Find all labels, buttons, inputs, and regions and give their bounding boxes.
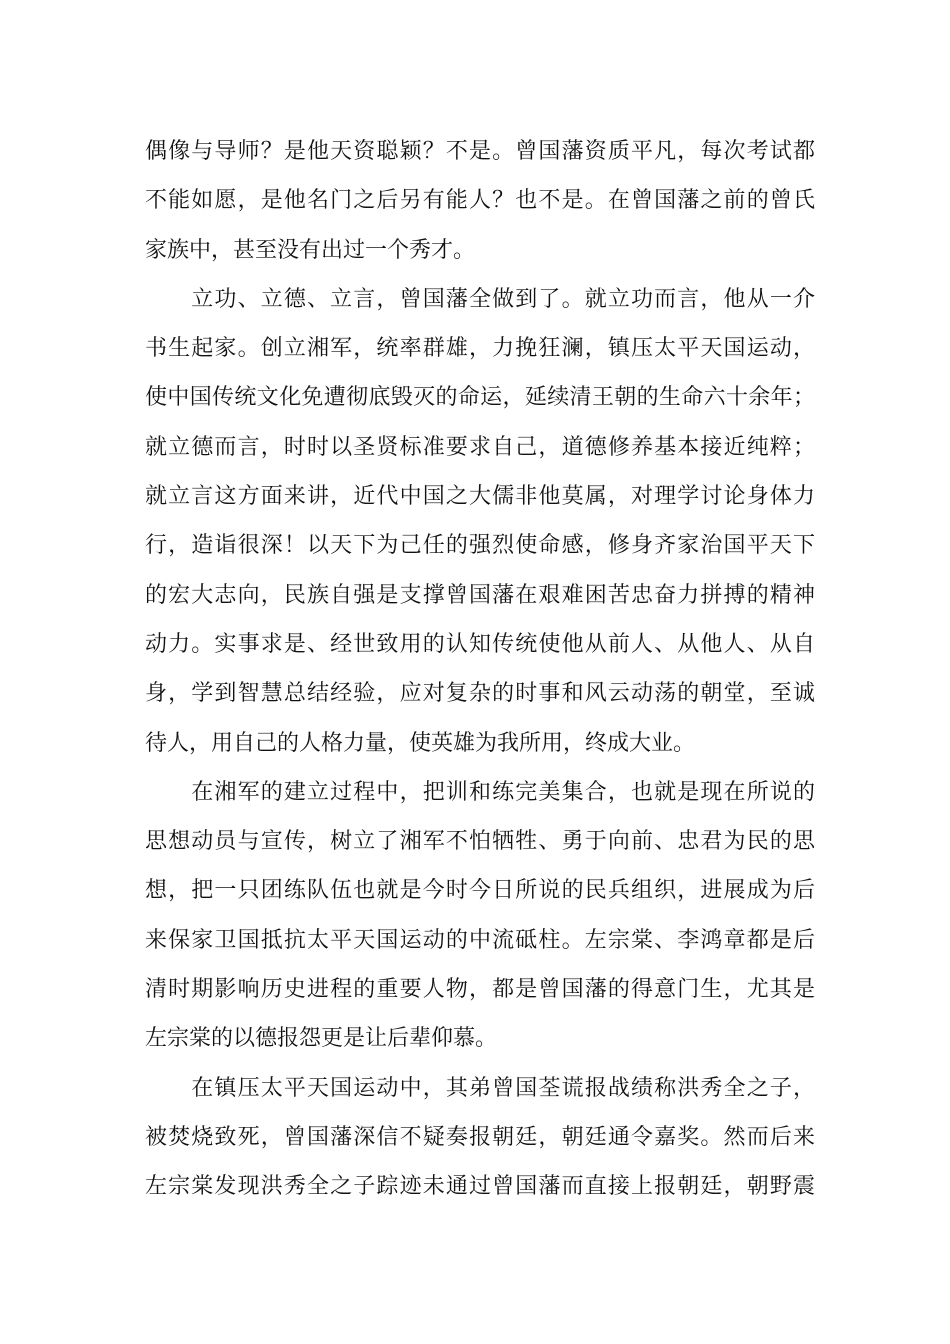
text-line: 来保家卫国抵抗太平天国运动的中流砥柱。左宗棠、李鸿章都是后 xyxy=(145,927,815,953)
text-line: 在湘军的建立过程中，把训和练完美集合，也就是现在所说的 xyxy=(145,779,815,805)
text-line: 想，把一只团练队伍也就是今时今日所说的民兵组织，进展成为后 xyxy=(145,878,815,904)
text-line: 在镇压太平天国运动中，其弟曾国荃谎报战绩称洪秀全之子， xyxy=(145,1075,815,1101)
text-line: 左宗棠的以德报怨更是让后辈仰慕。 xyxy=(145,1026,498,1052)
text-line: 使中国传统文化免遭彻底毁灭的命运，延续清王朝的生命六十余年； xyxy=(145,385,815,411)
text-line: 立功、立德、立言，曾国藩全做到了。就立功而言，他从一介 xyxy=(145,286,815,312)
text-line: 被焚烧致死，曾国藩深信不疑奏报朝廷，朝廷通令嘉奖。然而后来 xyxy=(145,1124,815,1150)
body-text xyxy=(145,127,815,1212)
text-line: 左宗棠发现洪秀全之子踪迹未通过曾国藩而直接上报朝廷，朝野震 xyxy=(145,1174,815,1200)
text-line: 不能如愿，是他名门之后另有能人？也不是。在曾国藩之前的曾氏 xyxy=(145,188,815,214)
text-line: 行，造诣很深！以天下为己任的强烈使命感，修身齐家治国平天下 xyxy=(145,533,815,559)
text-line: 偶像与导师？是他天资聪颖？不是。曾国藩资质平凡，每次考试都 xyxy=(145,139,815,164)
text-line: 动力。实事求是、经世致用的认知传统使他从前人、从他人、从自 xyxy=(145,631,815,657)
text-line: 思想动员与宣传，树立了湘军不怕牺牲、勇于向前、忠君为民的思 xyxy=(145,829,815,855)
text-line: 待人，用自己的人格力量，使英雄为我所用，终成大业。 xyxy=(145,730,696,756)
text-line: 家族中，甚至没有出过一个秀才。 xyxy=(145,237,476,263)
text-line: 的宏大志向，民族自强是支撑曾国藩在艰难困苦忠奋力拼搏的精神 xyxy=(145,582,815,608)
text-line: 就立德而言，时时以圣贤标准要求自己，道德修养基本接近纯粹； xyxy=(145,434,815,460)
text-line: 清时期影响历史进程的重要人物，都是曾国藩的得意门生，尤其是 xyxy=(145,977,815,1003)
text-line: 就立言这方面来讲，近代中国之大儒非他莫属，对理学讨论身体力 xyxy=(145,484,815,510)
text-line: 身，学到智慧总结经验，应对复杂的时事和风云动荡的朝堂，至诚 xyxy=(145,681,815,707)
text-line: 书生起家。创立湘军，统率群雄，力挽狂澜，镇压太平天国运动， xyxy=(145,336,815,362)
